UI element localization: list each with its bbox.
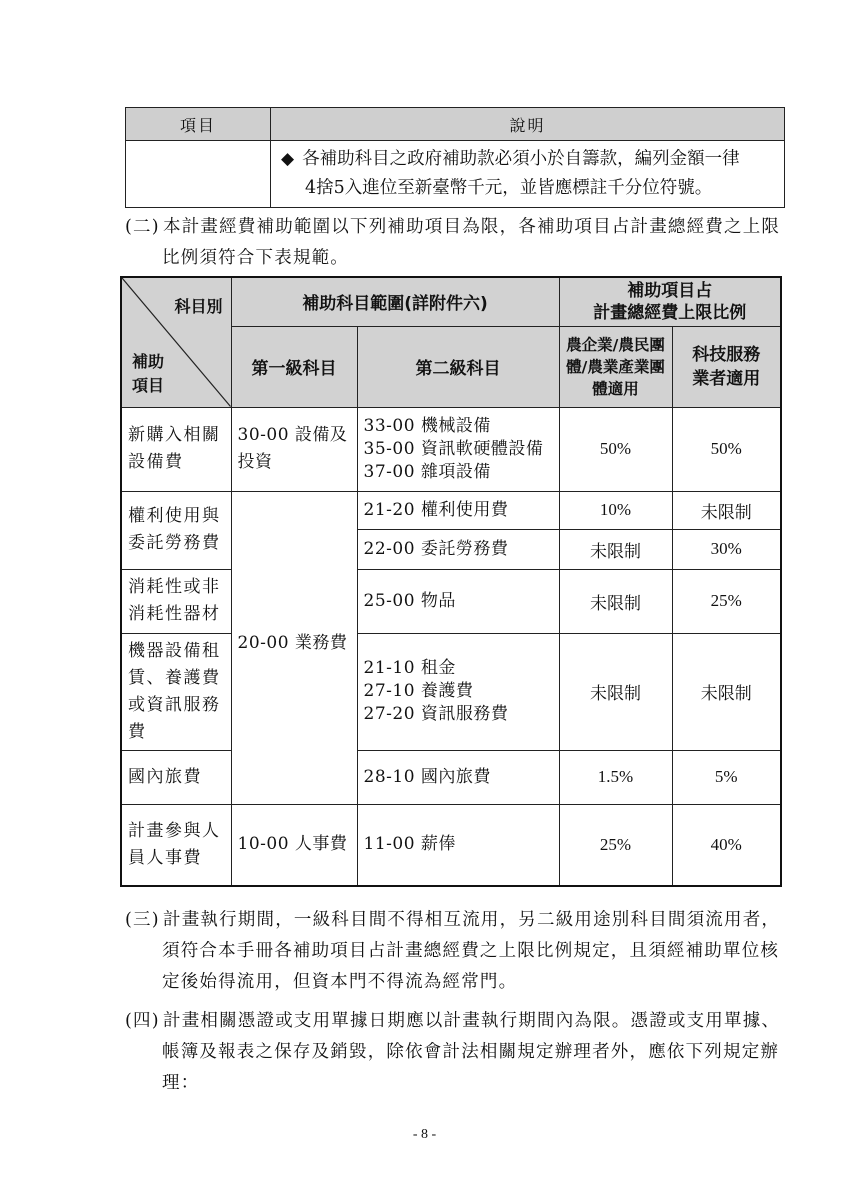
farm-header: 農企業/農民團體/農業產業團體適用 [559, 326, 672, 407]
level2-rental [357, 633, 559, 750]
level2-rights-b: 22-00 委託勞務費 [357, 529, 559, 569]
level1-business: 20-00 業務費 [231, 491, 357, 804]
paragraph-line: 定後始得流用，但資本門不得流為經常門。 [162, 972, 518, 992]
corner-item-label: 補助項目 [132, 352, 165, 395]
paragraph-line: 計畫相關憑證或支用單據日期應以計畫執行期間內為限。憑證或支用單據、 [163, 1011, 781, 1031]
explanation-cell [271, 141, 785, 208]
level2-consumables: 25-00 物品 [357, 569, 559, 633]
corner-subject-label: 科目別 [174, 297, 223, 316]
item-column-header: 項目 [126, 108, 271, 141]
level2-line: 21-10 租金 [363, 658, 456, 678]
item-personnel: 計畫參與人員人事費 [121, 804, 231, 886]
item-rights: 權利使用與委託勞務費 [121, 491, 231, 569]
tech-ratio: 25% [672, 569, 781, 633]
tech-ratio: 40% [672, 804, 781, 886]
level2-line: 33-00 機械設備 [363, 415, 491, 436]
farm-ratio: 10% [559, 491, 672, 529]
farm-ratio: 25% [559, 804, 672, 886]
level2-equipment [357, 407, 559, 491]
farm-ratio: 1.5% [559, 750, 672, 804]
diamond-bullet-icon: ◆ [281, 149, 295, 169]
paragraph-line: 計畫執行期間，一級科目間不得相互流用，另二級用途別科目間須流用者， [163, 910, 781, 930]
tech-ratio: 未限制 [672, 491, 781, 529]
farm-ratio: 未限制 [559, 569, 672, 633]
farm-ratio: 未限制 [559, 633, 672, 750]
level1-header: 第一級科目 [231, 326, 357, 407]
ratio-header [559, 277, 781, 326]
paragraph-line: 本計畫經費補助範圍以下列補助項目為限，各補助項目占計畫總經費之上限 [163, 217, 781, 237]
farm-ratio: 50% [559, 407, 672, 491]
tech-ratio: 50% [672, 407, 781, 491]
paragraph-number: (三) [125, 910, 160, 930]
level2-line: 27-20 資訊服務費 [363, 704, 509, 724]
page-number: - 8 - [412, 1127, 437, 1142]
level2-line: 37-00 雜項設備 [363, 461, 491, 482]
ratio-header-line1: 補助項目占 [627, 280, 713, 301]
level1-equipment: 30-00 設備及投資 [231, 407, 357, 491]
paragraph-3 [125, 905, 795, 998]
paragraph-line: 理： [162, 1073, 200, 1093]
paragraph-number: (四) [125, 1011, 160, 1031]
paragraph-number: (二) [125, 217, 160, 237]
level1-personnel: 10-00 人事費 [231, 804, 357, 886]
corner-header-cell [121, 277, 231, 407]
empty-item-cell [126, 141, 271, 208]
level2-rights-a: 21-20 權利使用費 [357, 491, 559, 529]
explanation-column-header: 說明 [271, 108, 785, 141]
subsidy-scope-table [120, 276, 782, 887]
paragraph-2 [125, 212, 795, 274]
paragraph-line: 比例須符合下表規範。 [162, 248, 349, 268]
level2-line: 35-00 資訊軟硬體設備 [363, 438, 544, 459]
tech-ratio: 未限制 [672, 633, 781, 750]
item-travel: 國內旅費 [121, 750, 231, 804]
paragraph-line: 須符合本手冊各補助項目占計畫總經費之上限比例規定，且須經補助單位核 [162, 941, 780, 961]
tech-header: 科技服務業者適用 [672, 326, 781, 407]
tech-ratio: 5% [672, 750, 781, 804]
item-equipment: 新購入相關設備費 [121, 407, 231, 491]
level2-line: 27-10 養護費 [363, 681, 474, 701]
item-consumables: 消耗性或非消耗性器材 [121, 569, 231, 633]
item-rental: 機器設備租賃、養護費或資訊服務費 [121, 633, 231, 750]
ratio-header-line2: 計畫總經費上限比例 [593, 302, 747, 323]
level2-personnel: 11-00 薪俸 [357, 804, 559, 886]
level2-header: 第二級科目 [357, 326, 559, 407]
scope-header: 補助科目範圍(詳附件六) [231, 277, 559, 326]
paragraph-4 [125, 1006, 795, 1099]
tech-ratio: 30% [672, 529, 781, 569]
level2-travel: 28-10 國內旅費 [357, 750, 559, 804]
farm-ratio: 未限制 [559, 529, 672, 569]
bullet-text-line1: 各補助科目之政府補助款必須小於自籌款，編列金額一律 [302, 149, 740, 169]
bullet-text-line2: 4捨5入進位至新臺幣千元，並皆應標註千分位符號。 [305, 178, 713, 198]
paragraph-line: 帳簿及報表之保存及銷毀，除依會計法相關規定辦理者外，應依下列規定辦 [162, 1042, 780, 1062]
explanation-table [125, 107, 785, 208]
